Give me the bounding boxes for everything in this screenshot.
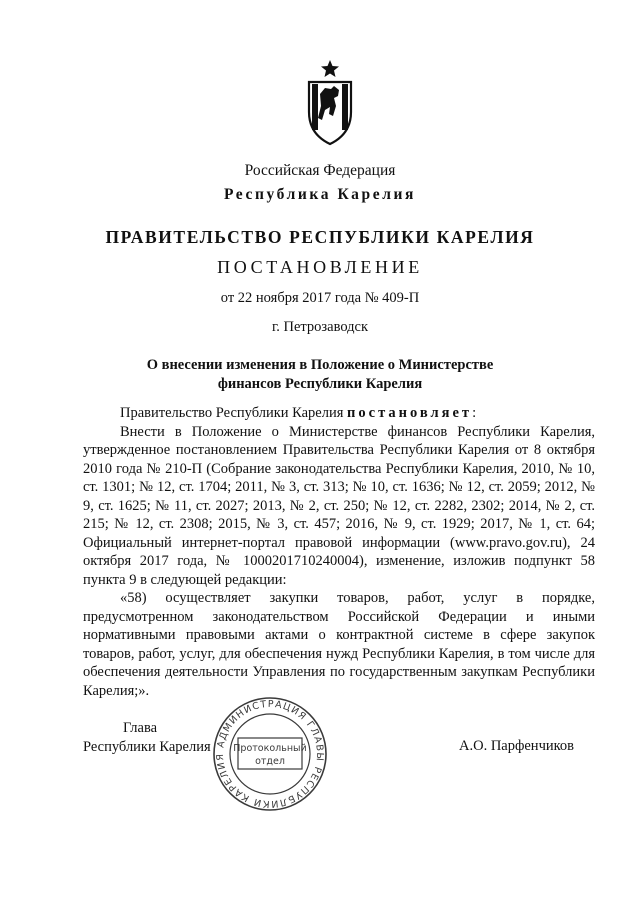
amendment-paragraph: Внести в Положение о Министерстве финансов Республики Карелия, утвержденное постановлением Правительства Республики Карелия от 8 октября 2010 года № 210-П (Собрание законодательства Республики Карелия, 2010, № 10, ст. 1301; № 12, ст. 1704; 2011, № 3, ст. 313; № 10, ст. 1636; № 12, ст. 2059; 2012, № 9, ст. 1625; № 11, ст. 2027; 2013, № 2, ст. 250; № 12, ст. 2282, 2302; 2014, № 2, ст. 215; № 12, ст. 2308; 2015, № 3, ст. 457; 2016, № 9, ст. 1929; 2017, № 1, ст. 64; Официальный интернет-портал правовой информации (www.pravo.gov.ru), 24 октября 2017 года, № 1000201710240004), изменение, изложив подпункт 58 пункта 9 в следующей редакции: xyxy=(83,423,595,588)
new-clause-paragraph: «58) осуществляет закупки товаров, работ, услуг в порядке, предусмотренном законодательством Российской Федерации и иными нормативными правовыми актами о контрактной системе в сфере закупок товаров, работ, услуг, для обеспечения нужд Республики Карелия, в том числе для обеспечения деятельности Управления по государственным закупкам Республики Карелия;». xyxy=(83,590,595,699)
stamp-ring-text: АДМИНИСТРАЦИЯ ГЛАВЫ РЕСПУБЛИКИ КАРЕЛИЯ xyxy=(214,698,326,810)
coat-of-arms-emblem xyxy=(303,60,357,146)
document-date-number: от 22 ноября 2017 года № 409-П xyxy=(220,290,420,306)
government-name: ПРАВИТЕЛЬСТВО РЕСПУБЛИКИ КАРЕЛИЯ xyxy=(105,227,535,247)
subject-line-2: финансов Республики Карелия xyxy=(217,376,423,392)
signatory-title-line-2: Республики Карелия xyxy=(83,739,211,755)
resolution-intro xyxy=(83,404,595,423)
stamp-center-line-1: Протокольный xyxy=(233,743,307,754)
intro-text: Правительство Республики Карелия xyxy=(120,405,348,421)
subject-line-1: О внесении изменения в Положение о Министерстве xyxy=(146,357,494,373)
signatory-name: А.О. Парфенчиков xyxy=(459,738,575,754)
document-type: ПОСТАНОВЛЕНИЕ xyxy=(217,257,423,277)
official-stamp xyxy=(208,695,332,813)
svg-text:АДМИНИСТРАЦИЯ ГЛАВЫ РЕСПУБЛИКИ xyxy=(215,699,325,809)
signatory-title xyxy=(83,719,211,757)
resolves-word: постановляет xyxy=(347,405,473,421)
document-subject xyxy=(0,356,640,394)
country-name: Российская Федерация xyxy=(244,162,396,179)
signatory-title-line-1: Глава xyxy=(123,720,158,736)
intro-colon: : xyxy=(472,405,477,421)
document-body xyxy=(83,404,595,700)
document-city: г. Петрозаводск xyxy=(271,319,369,335)
stamp-center-line-2: отдел xyxy=(255,756,285,767)
republic-name: Республика Карелия xyxy=(223,186,417,203)
